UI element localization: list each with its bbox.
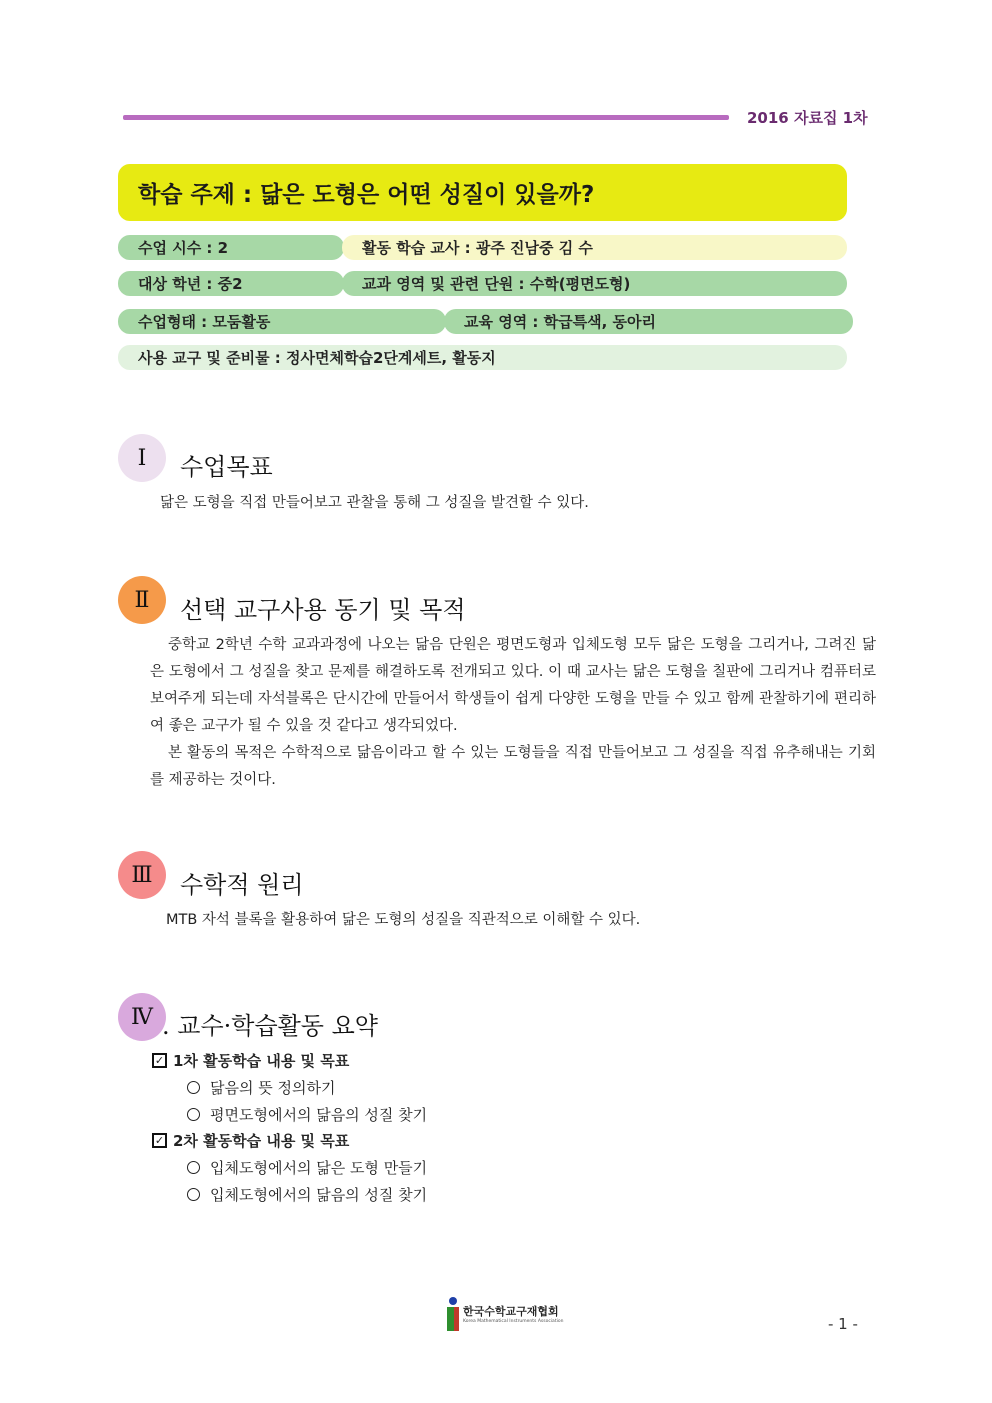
activity-1-item-text: 평면도형에서의 닮음의 성질 찾기 — [210, 1106, 428, 1124]
principle-text: MTB 자석 블록을 활용하여 닮은 도형의 성질을 직관적으로 이해할 수 있다. — [166, 912, 641, 928]
activity-1-item — [187, 1104, 427, 1125]
education-area: 교육 영역 : 학급특색, 동아리 — [444, 309, 853, 334]
association-logo — [446, 1296, 564, 1332]
section-3-numeral: Ⅲ — [131, 862, 153, 888]
section-3-circle — [118, 851, 166, 899]
section-4-circle — [118, 993, 166, 1041]
section-2-numeral: Ⅱ — [134, 587, 150, 613]
circle-bullet-icon — [187, 1188, 200, 1201]
checkbox-checked-icon: ✓ — [152, 1053, 167, 1068]
motivation-paragraph-1: 중학교 2학년 수학 교과과정에 나오는 닮음 단원은 평면도형과 입체도형 모두 닮은 도형을 그리거나, 그려진 닮은 도형에서 그 성질을 찾고 문제를 해결하도록 전개되고 있다. 이 때 교사는 닮은 도형을 칠판에 그리거나 컴퓨터로 보여주게 되는데 자석블록은 단시간에 만들어서 학생들이 쉽게 다양한 도형을 만들 수 있고 함께 관찰하기에 편리하여 좋은 교구가 될 수 있을 것 같다고 생각되었다. — [150, 637, 876, 734]
activity-2-heading — [152, 1130, 349, 1151]
header-rule — [123, 115, 729, 120]
section-2-title: 선택 교구사용 동기 및 목적 — [180, 596, 466, 624]
activity-1-title: 1차 활동학습 내용 및 목표 — [173, 1052, 350, 1070]
checkbox-checked-icon: ✓ — [152, 1133, 167, 1148]
section-2-circle — [118, 576, 166, 624]
topic-title: 학습 주제 : 닮은 도형은 어떤 성질이 있을까? — [118, 164, 847, 221]
section-4-title: . 교수·학습활동 요약 — [162, 1012, 378, 1040]
teacher-info: 활동 학습 교사 : 광주 진남중 김 수 — [342, 235, 847, 260]
activity-2-item-text: 입체도형에서의 닮은 도형 만들기 — [210, 1159, 428, 1177]
logo-subtitle: Korea Mathematical Instruments Association — [463, 1319, 564, 1324]
goal-text: 닮은 도형을 직접 만들어보고 관찰을 통해 그 성질을 발견할 수 있다. — [160, 495, 589, 511]
activity-2-item-text: 입체도형에서의 닮음의 성질 찾기 — [210, 1186, 428, 1204]
section-1-title: 수업목표 — [180, 453, 273, 481]
activity-2-title: 2차 활동학습 내용 및 목표 — [173, 1132, 350, 1150]
section-1-numeral: Ⅰ — [137, 445, 147, 471]
activity-1-heading — [152, 1050, 349, 1071]
section-3-title: 수학적 원리 — [180, 871, 304, 899]
subject-unit: 교과 영역 및 관련 단원 : 수학(평면도형) — [342, 271, 847, 296]
page-number: - 1 - — [828, 1315, 858, 1333]
circle-bullet-icon — [187, 1108, 200, 1121]
activity-1-item-text: 닮음의 뜻 정의하기 — [210, 1079, 336, 1097]
motivation-paragraph-2: 본 활동의 목적은 수학적으로 닮음이라고 할 수 있는 도형들을 직접 만들어보고 그 성질을 직접 유추해내는 기회를 제공하는 것이다. — [150, 745, 876, 788]
circle-bullet-icon — [187, 1161, 200, 1174]
circle-bullet-icon — [187, 1081, 200, 1094]
activity-2-item — [187, 1157, 427, 1178]
logo-mark-icon — [446, 1296, 460, 1332]
activity-1-item — [187, 1077, 335, 1098]
section-4-numeral: Ⅳ — [131, 1004, 153, 1030]
motivation-text — [150, 632, 876, 794]
header-tag: 2016 자료집 1차 — [747, 109, 868, 127]
activity-2-item — [187, 1184, 427, 1205]
class-hours: 수업 시수 : 2 — [118, 235, 344, 260]
class-format: 수업형태 : 모둠활동 — [118, 309, 446, 334]
target-grade: 대상 학년 : 중2 — [118, 271, 344, 296]
logo-name: 한국수학교구재협회 — [463, 1305, 559, 1318]
materials: 사용 교구 및 준비물 : 정사면체학습2단계세트, 활동지 — [118, 345, 847, 370]
section-1-circle — [118, 434, 166, 482]
